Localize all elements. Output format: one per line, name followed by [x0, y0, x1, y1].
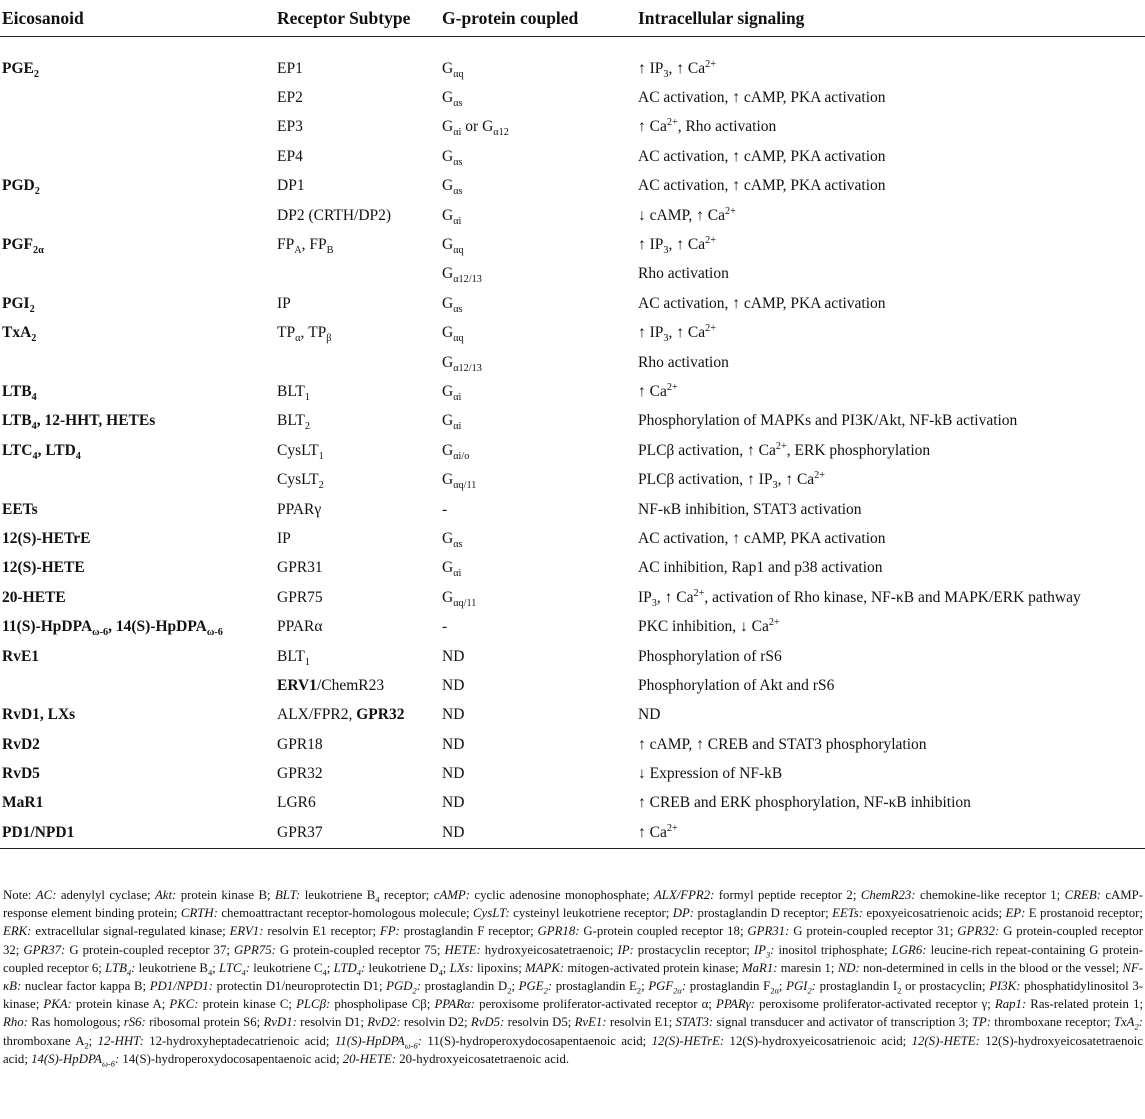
receptor-subtype-cell: GPR32	[277, 765, 323, 783]
eicosanoid-cell: RvD5	[2, 765, 40, 783]
intracellular-signaling-cell: Phosphorylation of Akt and rS6	[638, 676, 835, 694]
receptor-subtype-cell	[275, 348, 440, 377]
table-row	[0, 612, 1145, 641]
g-protein-cell: $G_{\alpha q}$	[442, 236, 464, 257]
g-protein-cell: $G_{\alpha s}$	[442, 529, 463, 551]
receptor-subtype-cell: DP1	[277, 177, 305, 195]
intracellular-signaling-cell: AC inhibition, Rap1 and p38 activation	[638, 559, 883, 577]
table-row	[0, 524, 1145, 553]
table-row	[0, 730, 1145, 759]
intracellular-signaling-cell: ↑ $IP_3$, ↑ $Ca^{2+}$	[638, 323, 716, 345]
eicosanoid-cell: RvE1	[2, 647, 40, 665]
intracellular-signaling-cell: ↑ $Ca^{2+}$	[636, 818, 1145, 848]
intracellular-signaling-cell: ↓ Expression of NF-kB	[638, 765, 783, 783]
spacer-cell	[0, 37, 1145, 55]
g-protein-cell: ND	[442, 765, 465, 783]
table-row	[0, 377, 1145, 406]
eicosanoid-cell: RvD1, LXs	[2, 706, 76, 724]
intracellular-signaling-cell: Phosphorylation of MAPKs and PI3K/Akt, NF-kB activation	[638, 412, 1018, 430]
intracellular-signaling-cell: ND	[638, 706, 661, 724]
g-protein-cell: -	[442, 500, 448, 518]
g-protein-cell: ND	[442, 794, 465, 812]
eicosanoid-cell	[0, 83, 275, 112]
g-protein-cell: ND	[442, 706, 465, 724]
g-protein-cell: $G_{\alpha q/11}$	[442, 588, 477, 609]
receptor-subtype-cell: PPARα	[277, 618, 323, 636]
g-protein-cell: $G_{\alpha s}$	[442, 147, 463, 168]
eicosanoid-cell: $PGE_2$	[2, 59, 39, 80]
table-row	[0, 83, 1145, 112]
table-row	[0, 319, 1145, 348]
eicosanoid-cell: TxA$_2$	[2, 324, 37, 345]
intracellular-signaling-cell: PLCβ activation, ↑ $Ca^{2+}$, ERK phosphorylation	[638, 440, 931, 459]
receptor-subtype-cell	[275, 260, 440, 289]
g-protein-cell: $G_{\alpha s}$	[442, 294, 463, 315]
intracellular-signaling-cell: ↑ $Ca^{2+}$, Rho activation	[638, 117, 777, 136]
intracellular-signaling-cell: PLCβ activation, ↑ $IP_3$, ↑ $Ca^{2+}$	[638, 470, 826, 492]
g-protein-cell: $G_{\alpha i}$	[442, 382, 462, 404]
table-row	[0, 260, 1145, 289]
intracellular-signaling-cell: Phosphorylation of rS6	[638, 647, 782, 665]
receptor-subtype-cell: $BLT_1$	[277, 647, 310, 668]
table-row	[0, 789, 1145, 818]
receptor-subtype-cell: GPR31	[277, 559, 323, 577]
eicosanoid-cell	[0, 260, 275, 289]
eicosanoid-cell	[0, 142, 275, 171]
g-protein-cell: $G_{\alpha 12/13}$	[442, 353, 482, 374]
table-row	[0, 495, 1145, 524]
receptor-subtype-cell: IP	[277, 529, 291, 547]
receptor-subtype-cell: $BLT_1$	[277, 382, 310, 404]
receptor-subtype-cell: EP1	[277, 59, 303, 77]
eicosanoid-cell: $LTB_4$, 12-HHT, HETEs	[2, 412, 156, 433]
receptor-subtype-cell: EP2	[277, 89, 303, 107]
intracellular-signaling-cell: ↑ $IP_3$, ↑ $Ca^{2+}$	[638, 234, 716, 257]
table-footnote: Note: AC: adenylyl cyclase; Akt: protein kinase B; BLT: leukotriene $B_4$ receptor; cAMP: cyclic adenosine monophosphate; ALX/FPR2: formyl peptide receptor 2; ChemR23: chemokine-like receptor 1; CREB: cAMP-response element binding protein; CRTH: chemoattractant receptor-homologous molecule; CysLT: cysteinyl leukotriene receptor; DP: prostaglandin D receptor; EETs: epoxyeicosatrienoic acids; EP: E prostanoid receptor; ERK: extracellular signal-regulated kinase; ERV1: resolvin E1 receptor; FP: prostaglandin F receptor; GPR18: G-protein coupled receptor 18; GPR31: G protein-coupled receptor 31; GPR32: G protein-coupled receptor 32; GPR37: G protein-coupled receptor 37; GPR75: G protein-coupled receptor 75; HETE: hydroxyeicosatetraenoic; IP: prostacyclin receptor; $IP_3$: inositol triphosphate; LGR6: leucine-rich repeat-containing G protein-coupled receptor 6; $LTB_4$: leukotriene $B_4$; $LTC_4$: leukotriene $C_4$; $LTD_4$: leukotriene $D_4$; LXs: lipoxins; MAPK: mitogen-activated protein kinase; MaR1: maresin 1; ND: non-determined in cells in the blood or the vessel; NF-κB: nuclear factor kappa B; PD1/NPD1: protectin D1/neuroprotectin D1; $PGD_2$: prostaglandin $D_2$; $PGE_2$: prostaglandin $E_2$; $PGF_{2\alpha}$: prostaglandin $F_{2\alpha}$; $PGI_2$: prostaglandin $I_2$ or prostacyclin; PI3K: phosphatidylinositol 3-kinase; PKA: protein kinase A; PKC: protein kinase C; PLCβ: phospholipase Cβ; PPARα: peroxisome proliferator-activated receptor α; PPARγ: peroxisome proliferator-activated receptor γ; Rap1: Ras-related protein 1; Rho: Ras homologous; rS6: ribosomal protein S6; RvD1: resolvin D1; RvD2: resolvin D2; RvD5: resolvin D5; RvE1: resolvin E1; STAT3: signal transducer and activator of transcription 3; TP: thromboxane receptor; TxA$_2$: thromboxane $A_2$; 12-HHT: 12-hydroxyheptadecatrienoic acid; 11(S)-HpDPA$_{\omega-6}$: 11(S)-hydroperoxydocosapentaenoic acid; 12(S)-HETrE: 12(S)-hydroxyeicosatrienoic acid; 12(S)-HETE: 12(S)-hydroxyeicosatetraenoic acid; 14(S)-HpDPA$_{\omega-6}$: 14(S)-hydroperoxydocosapentaenoic acid; 20-HETE: 20-hydroxyeicosatetraenoic acid.	[3, 888, 1144, 1069]
table-row	[0, 671, 1145, 700]
eicosanoid-cell: EETs	[2, 500, 38, 518]
eicosanoid-cell	[0, 671, 275, 700]
eicosanoid-cell: MaR1	[2, 794, 44, 812]
g-protein-cell: $G_{\alpha i}$	[442, 412, 462, 433]
eicosanoid-cell: 12(S)-HETE	[2, 559, 85, 577]
intracellular-signaling-cell: $IP_3$, ↑ $Ca^{2+}$, activation of Rho kinase, NF-κB and MAPK/ERK pathway	[638, 587, 1081, 609]
g-protein-cell: ND	[440, 818, 636, 848]
header-eicosanoid: Eicosanoid	[0, 0, 275, 37]
receptor-subtype-cell: EP3	[277, 118, 303, 136]
eicosanoid-cell	[0, 201, 275, 230]
receptor-subtype-cell: CysLT$_2$	[277, 471, 324, 492]
g-protein-cell: $G_{\alpha q/11}$	[442, 471, 477, 492]
receptor-subtype-cell: EP4	[277, 147, 303, 165]
table-row	[0, 465, 1145, 494]
g-protein-cell: $G_{\alpha i/o}$	[442, 441, 470, 462]
g-protein-cell: $G_{\alpha s}$	[442, 177, 463, 198]
eicosanoid-cell	[0, 348, 275, 377]
receptor-subtype-cell: $TP_\alpha$, $TP_\beta$	[277, 324, 332, 345]
table-row	[0, 172, 1145, 201]
g-protein-cell: -	[442, 618, 448, 636]
eicosanoid-cell: 11(S)-HpDPA$_{\omega-6}$, 14(S)-HpDPA$_{\omega-6}$	[2, 618, 223, 639]
intracellular-signaling-cell: Rho activation	[638, 265, 729, 283]
intracellular-signaling-cell: Rho activation	[638, 353, 729, 371]
eicosanoid-cell: 12(S)-HETrE	[2, 529, 91, 547]
eicosanoid-cell: $LTB_4$	[2, 382, 37, 404]
eicosanoid-cell: $LTC_4$, $LTD_4$	[2, 441, 81, 462]
g-protein-cell: ND	[442, 647, 465, 665]
table-row	[0, 554, 1145, 583]
g-protein-cell: $G_{\alpha q}$	[442, 324, 464, 345]
intracellular-signaling-cell: AC activation, ↑ cAMP, PKA activation	[638, 177, 886, 195]
g-protein-cell: $G_{\alpha i}$	[442, 206, 462, 227]
receptor-subtype-cell: ALX/FPR2, GPR32	[277, 706, 405, 724]
eicosanoid-cell: $PGF_{2\alpha}$	[2, 236, 44, 257]
header-g-protein-coupled: G-protein coupled	[440, 0, 636, 37]
receptor-subtype-cell: $FP_A$, $FP_B$	[277, 236, 334, 257]
spacer-row	[0, 37, 1145, 55]
intracellular-signaling-cell: PKC inhibition, ↓ $Ca^{2+}$	[638, 616, 780, 636]
eicosanoid-cell	[0, 465, 275, 494]
receptor-subtype-cell: ERV1/ChemR23	[277, 676, 385, 694]
table-row	[0, 289, 1145, 318]
table-row	[0, 201, 1145, 230]
receptor-subtype-cell: $BLT_2$	[277, 412, 310, 433]
g-protein-cell: $G_{\alpha i}$ or $G_{\alpha 12}$	[442, 118, 509, 139]
g-protein-cell: $G_{\alpha 12/13}$	[442, 265, 482, 286]
table-row	[0, 818, 1145, 848]
intracellular-signaling-cell: ↓ cAMP, ↑ $Ca^{2+}$	[638, 205, 736, 224]
g-protein-cell: ND	[442, 735, 465, 753]
receptor-subtype-cell: CysLT$_1$	[277, 441, 324, 462]
table-row	[0, 54, 1145, 83]
table-header	[0, 0, 1145, 37]
table-row	[0, 113, 1145, 142]
eicosanoid-cell: $PGI_2$	[2, 294, 35, 315]
g-protein-cell: $G_{\alpha s}$	[442, 89, 463, 110]
intracellular-signaling-cell: ↑ $Ca^{2+}$	[638, 381, 678, 400]
table-row	[0, 583, 1145, 612]
intracellular-signaling-cell: NF-κB inhibition, STAT3 activation	[638, 500, 862, 518]
receptor-subtype-cell: IP	[277, 294, 291, 312]
receptor-subtype-cell: GPR18	[277, 735, 323, 753]
g-protein-cell: $G_{\alpha i}$	[442, 559, 462, 580]
intracellular-signaling-cell: ↑ cAMP, ↑ CREB and STAT3 phosphorylation	[638, 735, 927, 753]
table-row	[0, 642, 1145, 671]
intracellular-signaling-cell: ↑ $IP_3$, ↑ $Ca^{2+}$	[638, 58, 716, 80]
receptor-subtype-cell: GPR75	[277, 588, 323, 606]
eicosanoid-cell: PD1/NPD1	[0, 818, 275, 848]
header-intracellular-signaling: Intracellular signaling	[636, 0, 1145, 37]
eicosanoid-cell: $PGD_2$	[2, 177, 40, 198]
receptor-subtype-cell: LGR6	[277, 794, 316, 812]
receptor-subtype-cell: PPARγ	[277, 500, 322, 518]
intracellular-signaling-cell: ↑ CREB and ERK phosphorylation, NF-κB inhibition	[638, 794, 971, 812]
eicosanoid-cell: 20-HETE	[2, 588, 66, 606]
eicosanoid-cell	[0, 113, 275, 142]
table-row	[0, 348, 1145, 377]
table-body	[0, 37, 1145, 849]
table-row	[0, 701, 1145, 730]
table-row	[0, 230, 1145, 259]
g-protein-cell: $G_{\alpha q}$	[442, 59, 464, 80]
table-row	[0, 759, 1145, 788]
intracellular-signaling-cell: AC activation, ↑ cAMP, PKA activation	[638, 529, 886, 547]
eicosanoid-cell: RvD2	[2, 735, 40, 753]
intracellular-signaling-cell: AC activation, ↑ cAMP, PKA activation	[638, 89, 886, 107]
table-row	[0, 407, 1145, 436]
intracellular-signaling-cell: AC activation, ↑ cAMP, PKA activation	[638, 294, 886, 312]
header-receptor-subtype: Receptor Subtype	[275, 0, 440, 37]
table-row	[0, 436, 1145, 465]
receptor-subtype-cell: DP2 (CRTH/DP2)	[277, 206, 392, 224]
table-row	[0, 142, 1145, 171]
g-protein-cell: ND	[442, 676, 465, 694]
header-row	[0, 0, 1145, 37]
receptor-subtype-cell: GPR37	[275, 818, 440, 848]
intracellular-signaling-cell: AC activation, ↑ cAMP, PKA activation	[638, 147, 886, 165]
